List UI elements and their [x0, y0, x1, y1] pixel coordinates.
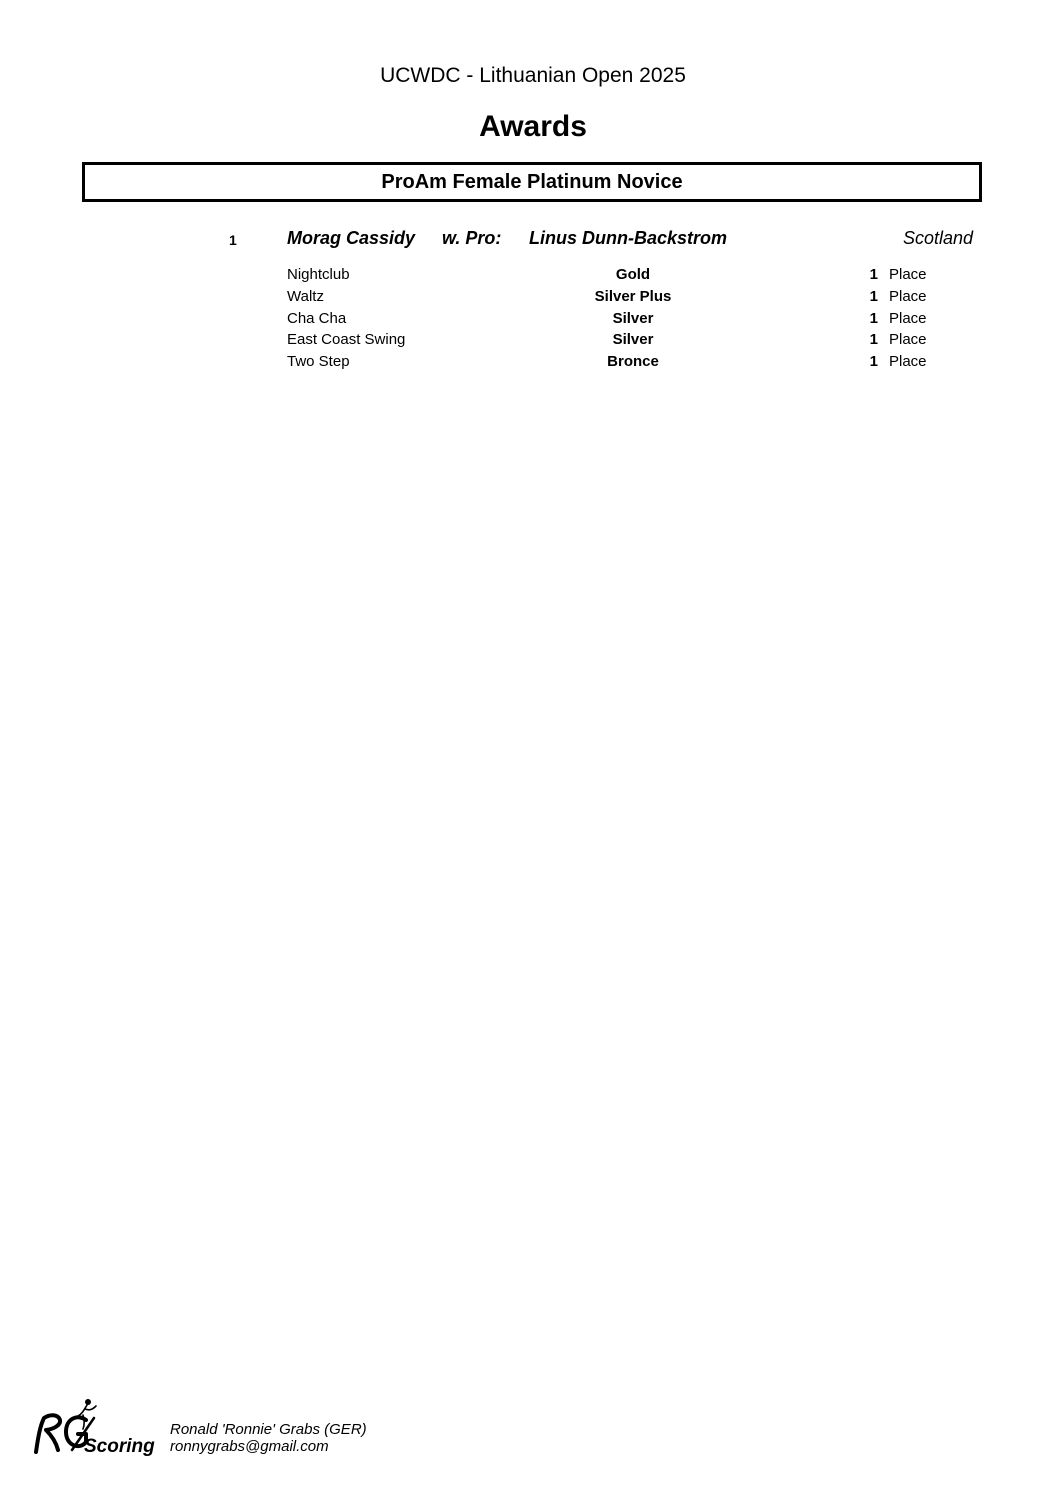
country: Scotland [902, 228, 973, 248]
footer [30, 1396, 430, 1458]
place-label: Place [889, 353, 927, 371]
scorer-name: Ronald 'Ronnie' Grabs (GER) [170, 1421, 367, 1438]
scoring-logo-icon [30, 1396, 162, 1458]
pro-label: w. Pro: [442, 228, 502, 248]
dance-name: Nightclub [287, 266, 350, 283]
dance-place: 1 [869, 266, 878, 283]
dance-row [0, 353, 1058, 375]
dance-row [0, 331, 1058, 353]
dance-name: Waltz [287, 287, 324, 305]
couple-row [0, 228, 1058, 254]
dance-name: Two Step [287, 353, 350, 371]
dance-level: Silver [612, 331, 654, 349]
dance-results-list [0, 266, 1058, 375]
place-label: Place [889, 266, 927, 283]
dance-level: Silver Plus [594, 287, 672, 305]
dance-level: Gold [615, 266, 651, 283]
pro-name: Linus Dunn-Backstrom [529, 228, 728, 248]
page-title: Awards [479, 110, 587, 143]
place-label: Place [889, 309, 927, 327]
category-name: ProAm Female Platinum Novice [381, 171, 683, 193]
dance-place: 1 [869, 287, 878, 305]
dance-level: Bronce [607, 353, 659, 371]
scorer-email: ronnygrabs@gmail.com [170, 1438, 329, 1455]
dance-place: 1 [869, 331, 878, 349]
dance-place: 1 [869, 309, 878, 327]
dance-place: 1 [869, 353, 878, 371]
rank-number: 1 [229, 232, 237, 248]
dance-name: East Coast Swing [287, 331, 406, 349]
logo-wordmark: Scoring [84, 1436, 155, 1457]
category-header [82, 162, 982, 202]
dance-row [0, 266, 1058, 288]
place-label: Place [889, 331, 927, 349]
event-title: UCWDC - Lithuanian Open 2025 [380, 64, 686, 87]
footer-credits [170, 1421, 367, 1455]
dance-level: Silver [612, 309, 654, 327]
dance-row [0, 310, 1058, 332]
place-label: Place [889, 287, 927, 305]
dance-name: Cha Cha [287, 309, 347, 327]
dance-row [0, 288, 1058, 310]
amateur-name: Morag Cassidy [287, 228, 416, 248]
